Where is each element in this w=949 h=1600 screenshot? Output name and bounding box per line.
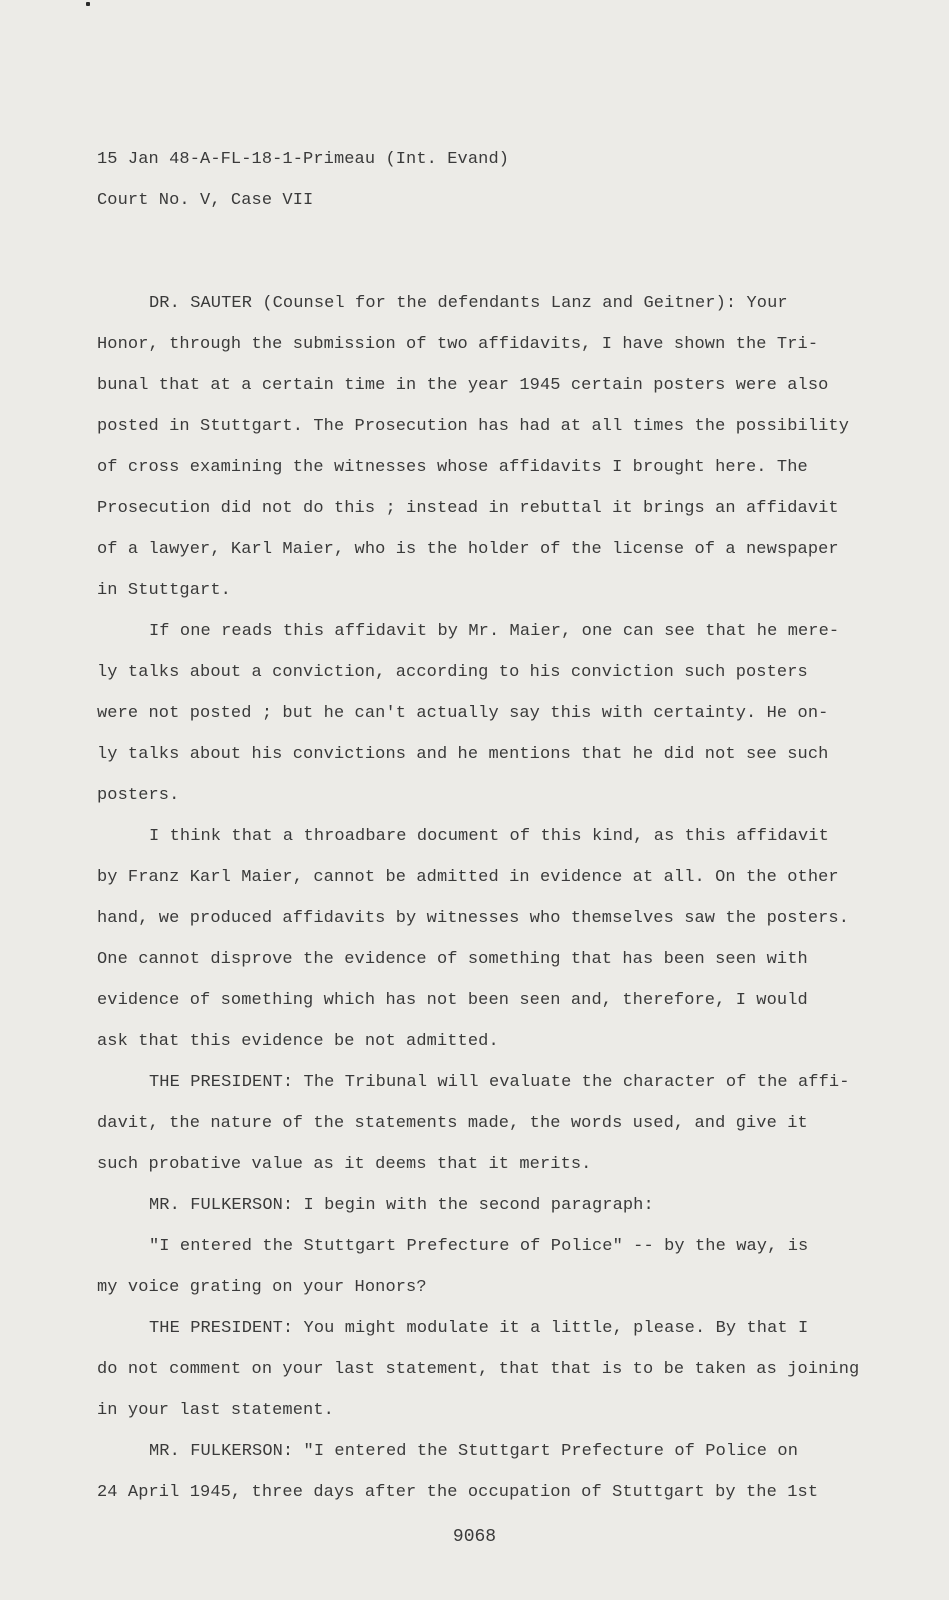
body-line: such probative value as it deems that it merits. <box>97 1155 592 1174</box>
body-line: THE PRESIDENT: The Tribunal will evaluate the character of the affi- <box>149 1073 850 1092</box>
body-line: "I entered the Stuttgart Prefecture of Police" -- by the way, is <box>149 1237 809 1256</box>
body-line: were not posted ; but he can't actually say this with certainty. He on- <box>97 704 829 723</box>
body-line: do not comment on your last statement, that that is to be taken as joining <box>97 1360 860 1379</box>
body-line: I think that a throadbare document of this kind, as this affidavit <box>149 827 829 846</box>
body-line: MR. FULKERSON: "I entered the Stuttgart Prefecture of Police on <box>149 1442 799 1461</box>
header-line-2: Court No. V, Case VII <box>97 191 314 210</box>
body-line: MR. FULKERSON: I begin with the second paragraph: <box>149 1196 654 1215</box>
body-line: Honor, through the submission of two affidavits, I have shown the Tri- <box>97 335 819 354</box>
page-number: 9068 <box>452 1527 497 1547</box>
body-line: in your last statement. <box>97 1401 334 1420</box>
body-line: Prosecution did not do this ; instead in rebuttal it brings an affidavit <box>97 499 839 518</box>
body-line: THE PRESIDENT: You might modulate it a little, please. By that I <box>149 1319 809 1338</box>
body-line: 24 April 1945, three days after the occupation of Stuttgart by the 1st <box>97 1483 819 1502</box>
body-line: bunal that at a certain time in the year 1945 certain posters were also <box>97 376 829 395</box>
body-line: DR. SAUTER (Counsel for the defendants Lanz and Geitner): Your <box>149 294 788 313</box>
header-line-1: 15 Jan 48-A-FL-18-1-Primeau (Int. Evand) <box>97 150 510 169</box>
body-line: ask that this evidence be not admitted. <box>97 1032 499 1051</box>
body-line: by Franz Karl Maier, cannot be admitted in evidence at all. On the other <box>97 868 839 887</box>
punch-mark <box>86 2 90 6</box>
body-line: davit, the nature of the statements made, the words used, and give it <box>97 1114 808 1133</box>
body-line: ly talks about his convictions and he mentions that he did not see such <box>97 745 829 764</box>
body-line: of a lawyer, Karl Maier, who is the holder of the license of a newspaper <box>97 540 839 559</box>
body-line: evidence of something which has not been seen and, therefore, I would <box>97 991 808 1010</box>
body-line: If one reads this affidavit by Mr. Maier, one can see that he mere- <box>149 622 840 641</box>
body-line: of cross examining the witnesses whose affidavits I brought here. The <box>97 458 808 477</box>
body-line: posters. <box>97 786 180 805</box>
body-line: One cannot disprove the evidence of something that has been seen with <box>97 950 808 969</box>
body-line: posted in Stuttgart. The Prosecution has had at all times the possibility <box>97 417 850 436</box>
body-line: hand, we produced affidavits by witnesses who themselves saw the posters. <box>97 909 850 928</box>
body-line: ly talks about a conviction, according to his conviction such posters <box>97 663 808 682</box>
body-line: my voice grating on your Honors? <box>97 1278 427 1297</box>
body-line: in Stuttgart. <box>97 581 231 600</box>
